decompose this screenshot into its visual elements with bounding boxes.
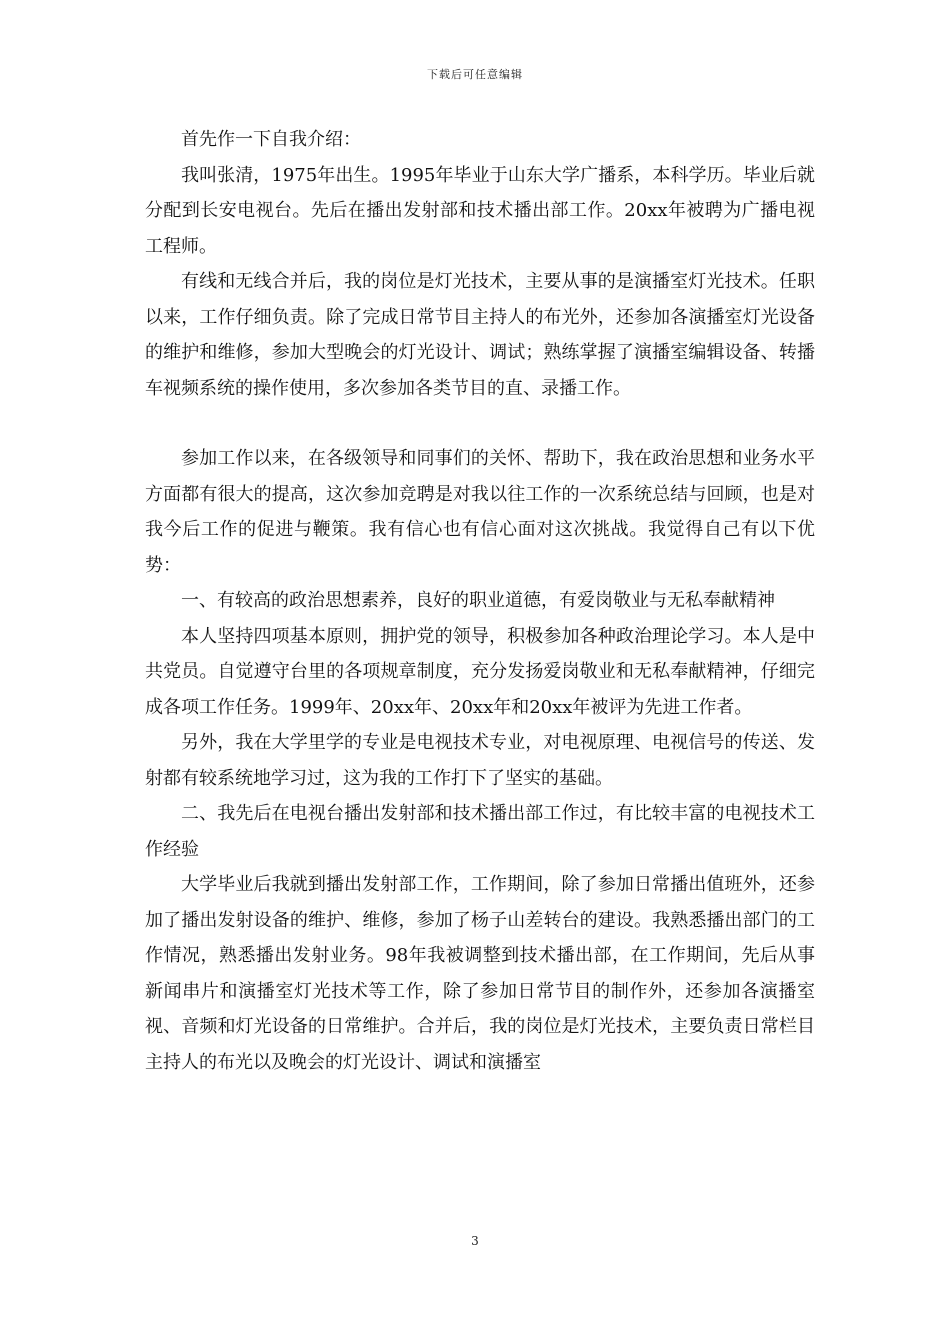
- page-number: 3: [471, 1234, 479, 1248]
- paragraph-heading-two: 二、我先后在电视台播出发射部和技术播出部工作过，有比较丰富的电视技术工作经验: [145, 803, 815, 860]
- paragraph-work-summary: 参加工作以来，在各级领导和同事们的关怀、帮助下，我在政治思想和业务水平方面都有很大的提高，这次参加竞聘是对我以往工作的一次系统总结与回顾，也是对我今后工作的促进与鞭策。我有信心也有信心面对这次挑战。我觉得自己有以下优势：: [145, 448, 815, 576]
- paragraph-heading-one: 一、有较高的政治思想素养，良好的职业道德，有爱岗敬业与无私奉献精神: [181, 590, 775, 611]
- paragraph-personal-info: 我叫张清，1975年出生。1995年毕业于山东大学广播系，本科学历。毕业后就分配到长安电视台。先后在播出发射部和技术播出部工作。20xx年被聘为广播电视工程师。: [145, 164, 815, 257]
- paragraph-principles: 本人坚持四项基本原则，拥护党的领导，积极参加各种政治理论学习。本人是中共党员。自觉遵守台里的各项规章制度，充分发扬爱岗敬业和无私奉献精神，仔细完成各项工作任务。1999年、20xx年、20xx年和20xx年被评为先进工作者。: [145, 625, 815, 718]
- paragraph-current-role: 有线和无线合并后，我的岗位是灯光技术，主要从事的是演播室灯光技术。任职以来，工作仔细负责。除了完成日常节目主持人的布光外，还参加各演播室灯光设备的维护和维修，参加大型晚会的灯光设计、调试；熟练掌握了演播室编辑设备、转播车视频系统的操作使用，多次参加各类节目的直、录播工作。: [145, 271, 815, 399]
- page-header: 下载后可任意编辑: [427, 68, 523, 81]
- paragraph-intro: 首先作一下自我介绍：: [181, 129, 361, 150]
- paragraph-experience: 大学毕业后我就到播出发射部工作，工作期间，除了参加日常播出值班外，还参加了播出发射设备的维护、维修，参加了杨子山差转台的建设。我熟悉播出部门的工作情况，熟悉播出发射业务。98年我被调整到技术播出部，在工作期间，先后从事新闻串片和演播室灯光技术等工作，除了参加日常节目的制作外，还参加各演播室视、音频和灯光设备的日常维护。合并后，我的岗位是灯光技术，主要负责日常栏目主持人的布光以及晚会的灯光设计、调试和演播室: [145, 874, 815, 1073]
- paragraph-education: 另外，我在大学里学的专业是电视技术专业，对电视原理、电视信号的传送、发射都有较系统地学习过，这为我的工作打下了坚实的基础。: [145, 732, 815, 789]
- document-body: [145, 122, 815, 1080]
